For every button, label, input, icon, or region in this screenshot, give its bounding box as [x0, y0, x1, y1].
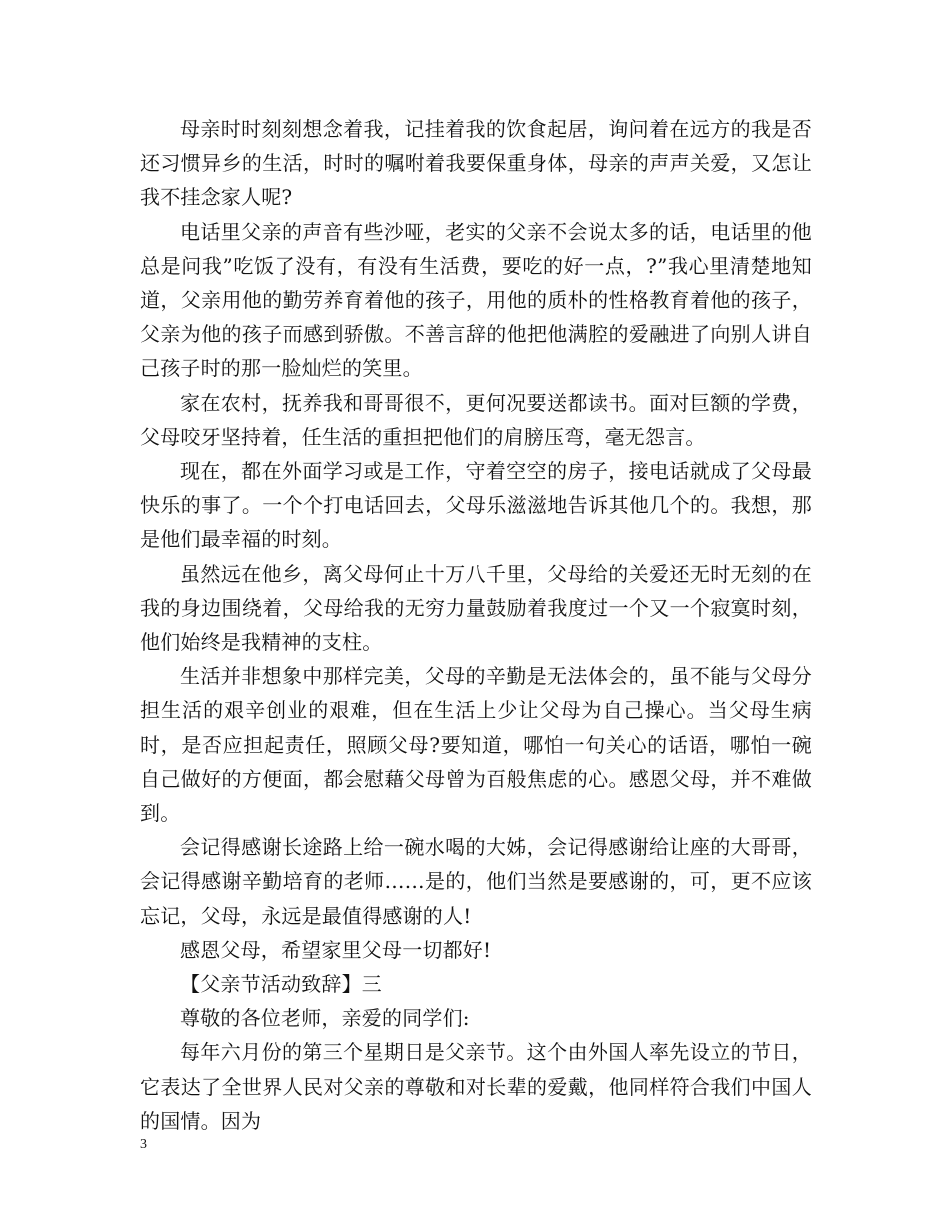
paragraph: 会记得感谢长途路上给一碗水喝的大姊，会记得感谢给让座的大哥哥，会记得感谢辛勤培育的老师……是的，他们当然是要感谢的，可，更不应该忘记，父母，永远是最值得感谢的人!: [140, 835, 812, 928]
paragraph: 电话里父亲的声音有些沙哑，老实的父亲不会说太多的话，电话里的他总是问我”吃饭了没有，有没有生活费，要吃的好一点，?”我心里清楚地知道，父亲用他的勤劳养育着他的孩子，用他的质朴的性格教育着他的孩子，父亲为他的孩子而感到骄傲。不善言辞的他把他满腔的爱融进了向别人讲自己孩子时的那一脸灿烂的笑里。: [140, 219, 812, 381]
paragraph: 生活并非想象中那样完美，父母的辛勤是无法体会的，虽不能与父母分担生活的艰辛创业的艰难，但在生活上少让父母为自己操心。当父母生病时，是否应担起责任，照顾父母?要知道，哪怕一句关心的话语，哪怕一碗自己做好的方便面，都会慰藉父母曾为百般焦虑的心。感恩父母，并不难做到。: [140, 664, 812, 826]
paragraph: 虽然远在他乡，离父母何止十万八千里，父母给的关爱还无时无刻的在我的身边围绕着，父母给我的无穷力量鼓励着我度过一个又一个寂寞时刻，他们始终是我精神的支柱。: [140, 561, 812, 655]
body-text: [140, 112, 812, 1138]
paragraph: 感恩父母，希望家里父母一切都好!: [180, 937, 492, 962]
paragraph: 家在农村，抚养我和哥哥很不，更何况要送都读书。面对巨额的学费，父母咬牙坚持着，任生活的重担把他们的肩膀压弯，毫无怨言。: [140, 390, 812, 449]
paragraph: 现在，都在外面学习或是工作，守着空空的房子，接电话就成了父母最快乐的事了。一个个打电话回去，父母乐滋滋地告诉其他几个的。我想，那是他们最幸福的时刻。: [140, 459, 812, 552]
section-heading: 【父亲节活动致辞】三: [180, 972, 382, 997]
page-number: 3: [140, 1137, 147, 1152]
paragraph: 每年六月份的第三个星期日是父亲节。这个由外国人率先设立的节日，它表达了全世界人民对父亲的尊敬和对长辈的爱戴，他同样符合我们中国人的国情。因为: [140, 1040, 812, 1133]
paragraph: 母亲时时刻刻想念着我，记挂着我的饮食起居，询问着在远方的我是否还习惯异乡的生活，时时的嘱咐着我要保重身体，母亲的声声关爱，又怎让我不挂念家人呢?: [140, 117, 812, 210]
salutation: 尊敬的各位老师，亲爱的同学们:: [180, 1006, 470, 1031]
